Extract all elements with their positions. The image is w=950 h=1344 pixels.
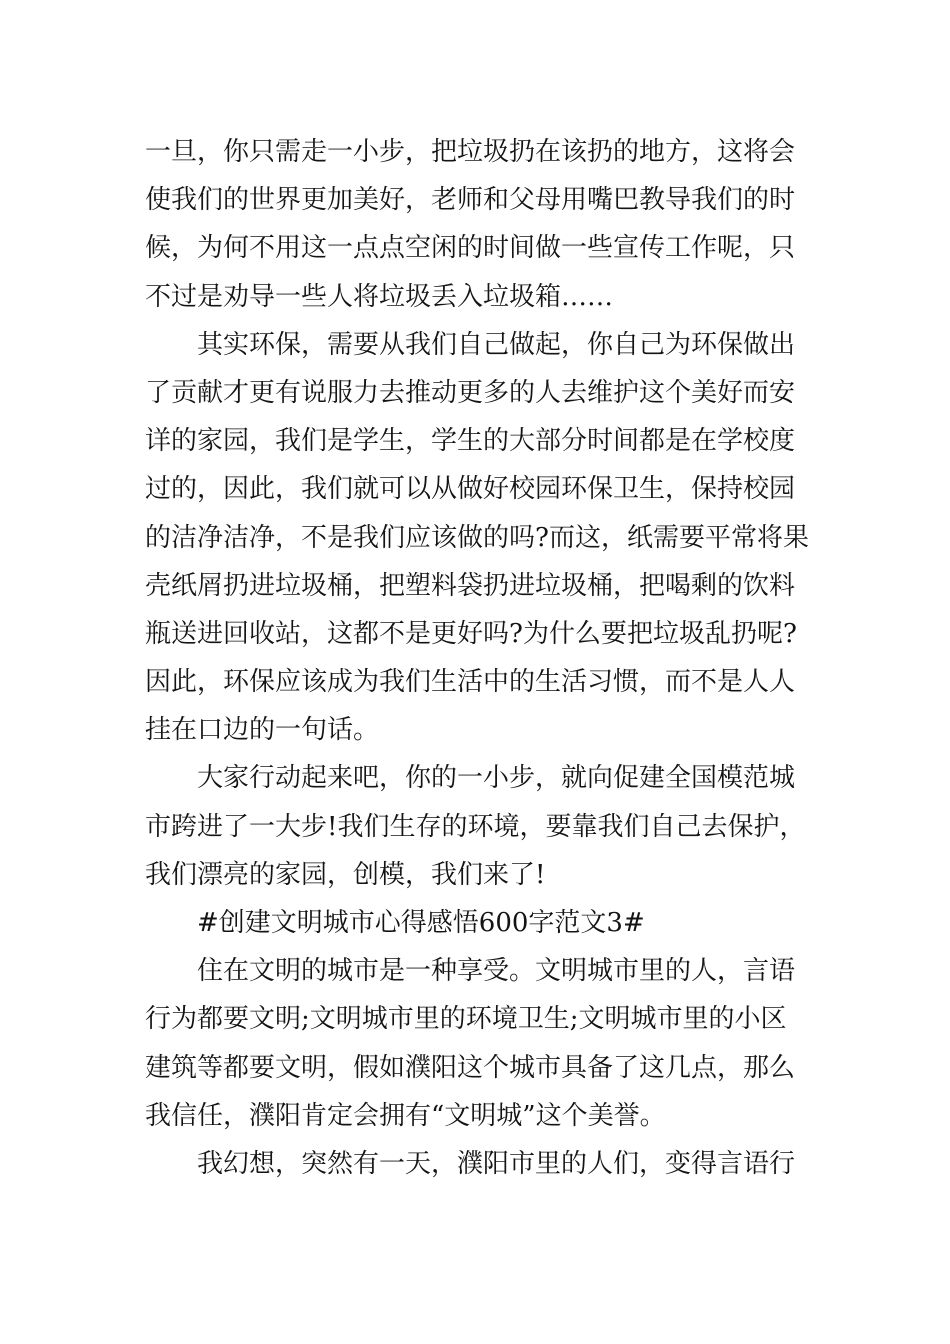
- text-line: 的洁净洁净，不是我们应该做的吗?而这，纸需要平常将果: [145, 522, 809, 553]
- text-line: 不过是劝导一些人将垃圾丢入垃圾箱……: [145, 281, 614, 312]
- body-text: [145, 128, 810, 1188]
- text-line: 过的，因此，我们就可以从做好校园环保卫生，保持校园: [145, 474, 796, 505]
- text-line: 挂在口边的一句话。: [145, 715, 380, 746]
- text-line: #创建文明城市心得感悟600字范文3#: [197, 908, 645, 938]
- text-line: 其实环保，需要从我们自己做起，你自己为环保做出: [197, 329, 796, 360]
- text-line: 我幻想，突然有一天，濮阳市里的人们，变得言语行: [197, 1148, 796, 1179]
- text-line: 详的家园，我们是学生，学生的大部分时间都是在学校度: [145, 426, 796, 457]
- text-line: 一旦，你只需走一小步，把垃圾扔在该扔的地方，这将会: [145, 137, 796, 167]
- text-line: 建筑等都要文明，假如濮阳这个城市具备了这几点，那么: [145, 1052, 796, 1083]
- text-line: 瓶送进回收站，这都不是更好吗?为什么要把垃圾乱扔呢?: [145, 618, 797, 649]
- text-line: 了贡献才更有说服力去推动更多的人去维护这个美好而安: [145, 377, 796, 408]
- text-line: 因此，环保应该成为我们生活中的生活习惯，而不是人人: [145, 667, 796, 698]
- text-line: 使我们的世界更加美好，老师和父母用嘴巴教导我们的时: [145, 185, 796, 216]
- text-line: 大家行动起来吧，你的一小步，就向促建全国模范城: [197, 763, 796, 794]
- text-line: 市跨进了一大步!我们生存的环境，要靠我们自己去保护，: [145, 811, 806, 842]
- text-line: 候，为何不用这一点点空闲的时间做一些宣传工作呢，只: [145, 233, 796, 264]
- text-line: 我们漂亮的家园，创模，我们来了!: [145, 859, 546, 890]
- text-line: 行为都要文明;文明城市里的环境卫生;文明城市里的小区: [145, 1004, 787, 1035]
- text-line: 住在文明的城市是一种享受。文明城市里的人，言语: [197, 956, 796, 987]
- text-line: 我信任，濮阳肯定会拥有“文明城”这个美誉。: [145, 1100, 666, 1131]
- text-line: 壳纸屑扔进垃圾桶，把塑料袋扔进垃圾桶，把喝剩的饮料: [145, 570, 796, 601]
